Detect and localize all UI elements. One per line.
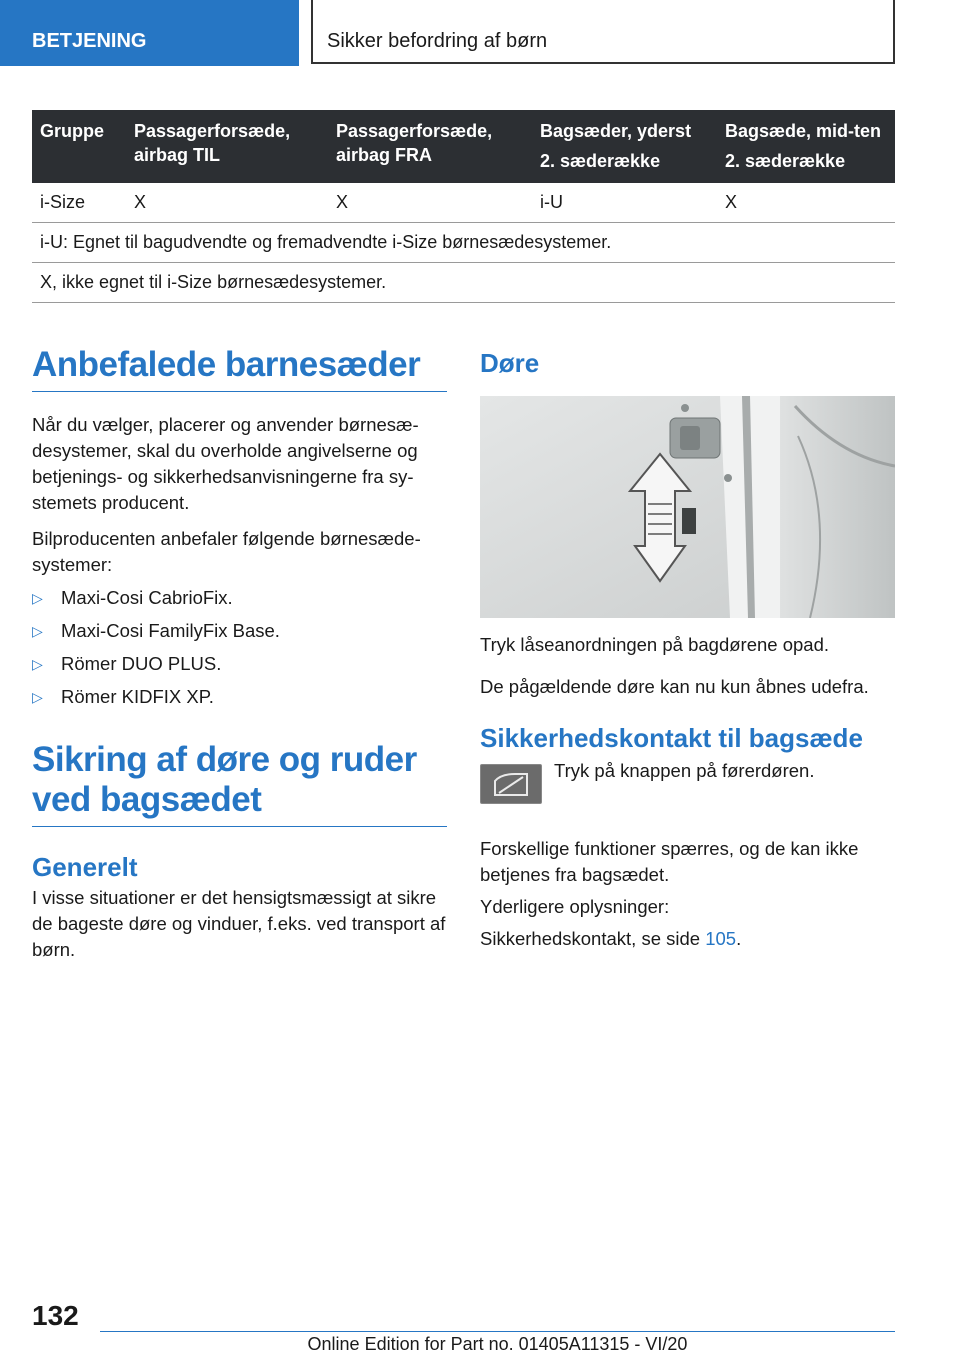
table-cell: i-U	[532, 183, 717, 223]
table-note-row	[32, 263, 895, 303]
list-item	[32, 651, 447, 677]
heading-general: Generelt	[32, 852, 138, 882]
list-item	[32, 684, 447, 710]
recommended-seat-list	[32, 585, 447, 710]
header-label: Passagerforsæde, airbag TIL	[134, 121, 291, 165]
table-header-cell	[32, 110, 126, 183]
table-header-cell	[328, 110, 532, 183]
heading-doors: Døre	[480, 348, 540, 378]
table-cell: i-Size	[32, 183, 126, 223]
heading-recommended-seats: Anbefalede barnesæder	[32, 345, 447, 392]
paragraph: Tryk låseanordningen på bagdørene opad.	[480, 634, 829, 655]
table-header-row	[32, 110, 895, 183]
left-column	[32, 345, 447, 963]
paragraph: I visse situationer er det hensigtsmæssigt at sikre de bageste døre og vinduer, f.eks. ved transport af børn.	[32, 887, 446, 960]
list-item-label: Römer KIDFIX XP.	[61, 686, 214, 707]
table-cell: X	[328, 183, 532, 223]
list-item-label: Römer DUO PLUS.	[61, 653, 222, 674]
header-label: Bagsæde, mid-ten	[725, 121, 882, 141]
ref-suffix: .	[736, 928, 742, 949]
paragraph: Når du vælger, placerer og anvender børnesæ-desystemer, skal du overholde angivelserne og betjenings- og sikkerhedsanvisningerne fra sy-stemets producent.	[32, 414, 419, 513]
header-sublabel: 2. sæderække	[540, 151, 661, 171]
table-note: i-U: Egnet til bagudvendte og fremadvendte i-Size børnesædesystemer.	[32, 223, 895, 263]
page-number: 132	[32, 1300, 79, 1331]
table-cell: X	[126, 183, 328, 223]
chapter-title: Sikker befordring af børn	[311, 0, 895, 64]
bullet-triangle-icon: ▷	[32, 689, 43, 705]
header-sublabel: 2. sæderække	[725, 151, 846, 171]
table-header-cell	[532, 110, 717, 183]
paragraph: Yderligere oplysninger:	[480, 896, 670, 917]
heading-door-window-locks: Sikring af døre og ruder ved bagsædet	[32, 740, 447, 827]
paragraph: Bilproducenten anbefaler følgende børnesæde-systemer:	[32, 528, 421, 575]
table-note: X, ikke egnet til i-Size børnesædesystemer.	[32, 263, 895, 303]
header-label: Bagsæder, yderst	[540, 121, 692, 141]
door-lock-lever-illustration	[480, 396, 895, 618]
page-link[interactable]: 105	[705, 928, 737, 949]
paragraph: Forskellige funktioner spærres, og de kan ikke betjenes fra bagsædet.	[480, 838, 859, 885]
heading-child-lock: Sikkerhedskontakt til bagsæde	[480, 723, 863, 753]
footer-edition: Online Edition for Part no. 01405A11315 - VI/20	[307, 1334, 688, 1354]
table-note-row	[32, 223, 895, 263]
table-header-cell	[126, 110, 328, 183]
list-item	[32, 618, 447, 644]
bullet-triangle-icon: ▷	[32, 623, 43, 639]
button-instruction	[480, 760, 895, 814]
cross-reference	[480, 926, 895, 952]
section-tab: BETJENING	[0, 0, 299, 66]
window-lock-icon	[480, 764, 542, 804]
list-item	[32, 585, 447, 611]
list-item-label: Maxi-Cosi FamilyFix Base.	[61, 620, 280, 641]
table-header-cell	[717, 110, 895, 183]
right-column	[480, 345, 895, 952]
paragraph: Tryk på knappen på førerdøren.	[554, 760, 815, 781]
page-header	[0, 0, 960, 66]
paragraph: De pågældende døre kan nu kun åbnes udefra.	[480, 676, 869, 697]
bullet-triangle-icon: ▷	[32, 590, 43, 606]
table-row	[32, 183, 895, 223]
seat-suitability-table	[32, 110, 895, 303]
list-item-label: Maxi-Cosi CabrioFix.	[61, 587, 233, 608]
header-label: Gruppe	[40, 121, 105, 141]
bullet-triangle-icon: ▷	[32, 656, 43, 672]
header-label: Passagerforsæde, airbag FRA	[336, 121, 493, 165]
table-cell: X	[717, 183, 895, 223]
ref-text: Sikkerhedskontakt, se side	[480, 928, 706, 949]
